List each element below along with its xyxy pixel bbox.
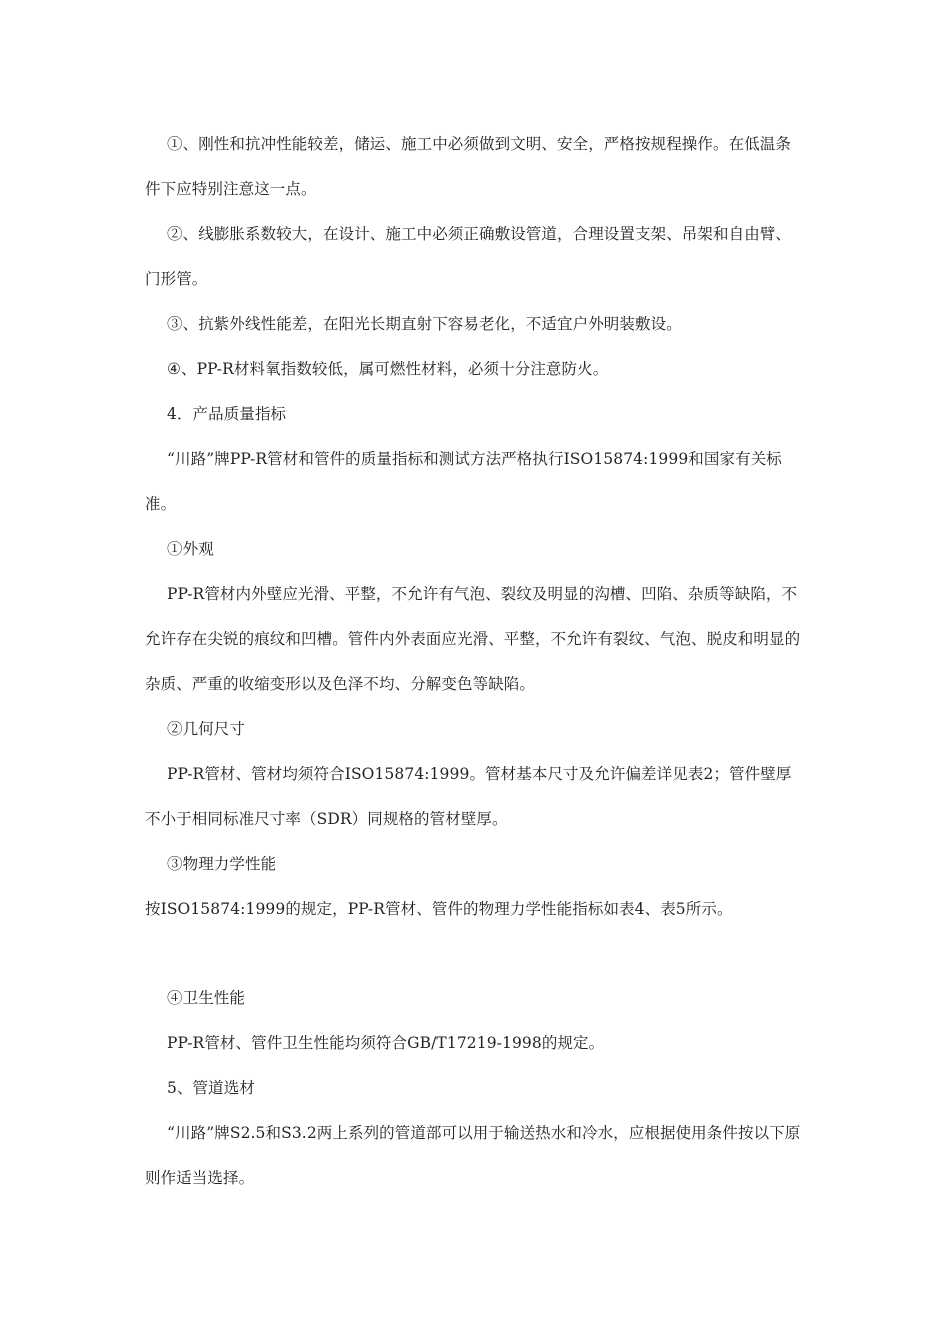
paragraph-fire: ④、PP-R材料氧指数较低，属可燃性材料，必须十分注意防火。 [167, 360, 609, 378]
paragraph-rigidity: ①、刚性和抗冲性能较差，储运、施工中必须做到文明、安全，严格按规程操作。在低温条件下应特别注意这一点。 [145, 135, 792, 198]
subheading-dimensions: ②几何尺寸 [167, 720, 246, 738]
subheading-appearance: ①外观 [167, 540, 214, 558]
paragraph-hygiene: PP-R管材、管件卫生性能均须符合GB/T17219-1998的规定。 [167, 1034, 605, 1052]
paragraph-selection: “川路”牌S2.5和S3.2两上系列的管道部可以用于输送热水和冷水，应根据使用条件按以下原则作适当选择。 [145, 1124, 801, 1187]
blank-line [145, 932, 805, 976]
paragraph-uv: ③、抗紫外线性能差，在阳光长期直射下容易老化，不适宜户外明装敷设。 [167, 315, 682, 333]
section-heading-quality: 4．产品质量指标 [167, 405, 287, 423]
paragraph-appearance: PP-R管材内外壁应光滑、平整，不允许有气泡、裂纹及明显的沟槽、凹陷、杂质等缺陷，不允许存在尖锐的痕纹和凹槽。管件内外表面应光滑、平整，不允许有裂纹、气泡、脱皮和明显的杂质、严重的收缩变形以及色泽不均、分解变色等缺陷。 [145, 585, 801, 693]
paragraph-quality-standard: “川路”牌PP-R管材和管件的质量指标和测试方法严格执行ISO15874:1999和国家有关标准。 [145, 450, 782, 513]
paragraph-mechanical: 按ISO15874:1999的规定，PP-R管材、管件的物理力学性能指标如表4、表5所示。 [145, 900, 733, 918]
section-heading-selection: 5、管道选材 [167, 1079, 255, 1097]
document-body [145, 122, 805, 1201]
subheading-mechanical: ③物理力学性能 [167, 855, 277, 873]
subheading-hygiene: ④卫生性能 [167, 989, 246, 1007]
paragraph-dimensions: PP-R管材、管材均须符合ISO15874:1999。管材基本尺寸及允许偏差详见表2；管件壁厚不小于相同标准尺寸率（SDR）同规格的管材壁厚。 [145, 765, 792, 828]
paragraph-expansion: ②、线膨胀系数较大，在设计、施工中必须正确敷设管道，合理设置支架、吊架和自由臂、门形管。 [145, 225, 792, 288]
